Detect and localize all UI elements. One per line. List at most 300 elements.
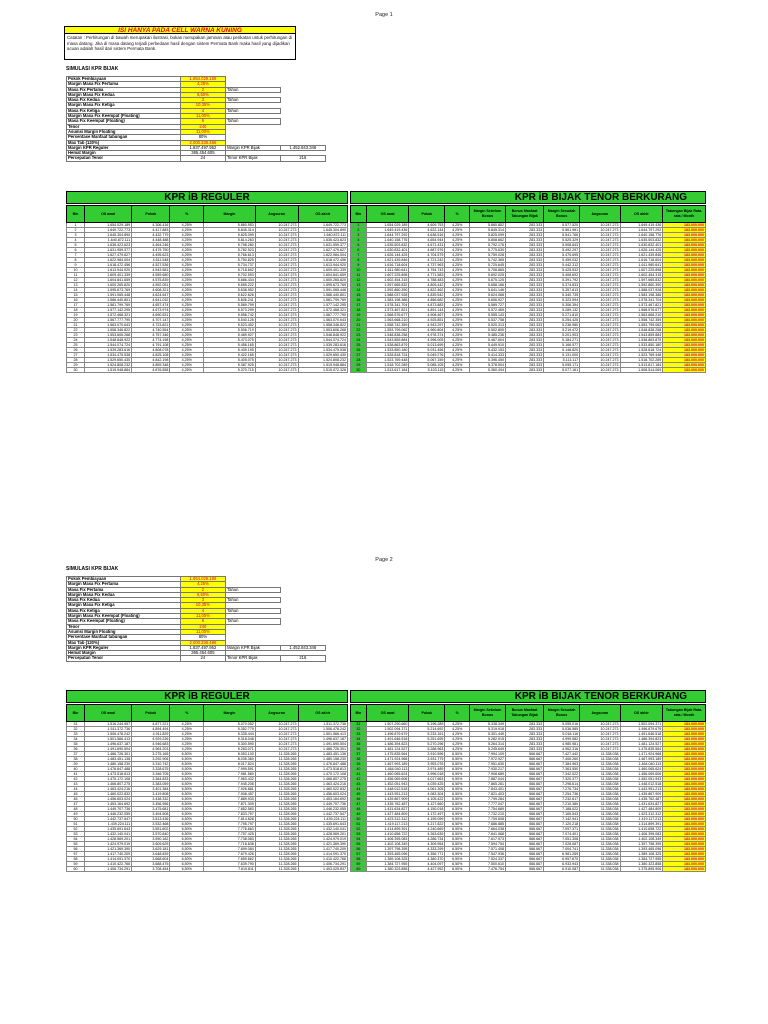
month-cell: 34 [67,737,85,742]
table-cell: 1.496.879.679 [620,727,663,732]
table-cell: 1.442.737.547 [298,812,348,817]
table-cell: 5.525.329 [544,238,580,243]
table-cell: 4.825.108 [132,353,170,358]
table-cell: 7.051.306 [544,837,580,842]
column-header: Margin Sesudah Bonus [544,705,580,722]
table-cell: 1.609.401.339 [298,268,348,273]
header-row [67,705,348,722]
month-cell: 2 [351,228,367,233]
month-cell: 28 [351,358,367,363]
table-cell: 4.925.851 [409,318,445,323]
table-cell: 5.523.452 [204,323,256,328]
table-cell: 1.431.634.827 [620,802,663,807]
table-cell: 1.406.395.083 [620,832,663,837]
savings-cell: 183.000.000 [663,358,706,363]
table-cell: 10.247.273 [580,253,620,258]
table-cell: 3.609.629 [132,842,170,847]
table-cell: 1.627.479.627 [84,253,131,258]
table-cell: 7.320.377 [544,777,580,782]
table-cell: 1.449.707.736 [84,807,131,812]
savings-cell: 183.000.000 [663,308,706,313]
table-cell: 4.356.771 [409,852,445,857]
parameter-value: 365.454.605 [180,151,225,156]
table-cell: 1.607.225.898 [366,273,409,278]
table-cell: 4.404.097 [409,862,445,867]
table-cell: 10.247.273 [580,313,620,318]
parameter-value: 3 [180,98,225,103]
table-cell: 6,50% [445,772,470,777]
table-cell: 11.338.038 [580,772,620,777]
table-cell: 5.825.099 [204,233,256,238]
table-cell: 7.363.550 [544,767,580,772]
table-cell: 11.328.265 [255,862,298,867]
table-cell: 11.338.038 [580,822,620,827]
month-cell: 51 [67,822,85,827]
column-header: % [445,206,470,223]
table-cell: 1.439.224.111 [84,822,131,827]
month-cell: 20 [67,318,85,323]
table-cell: 7.732.210 [470,812,506,817]
table-cell: 1.491.690.504 [298,742,348,747]
table-cell: 5.306.394 [544,303,580,308]
table-cell: 7.594.754 [470,842,506,847]
table-cell: 4,25% [445,253,470,258]
table-cell: 5.251.695 [409,737,445,742]
table-cell: 1.496.637.187 [298,737,348,742]
table-cell: 5.825.099 [470,233,506,238]
table-cell: 4.737.963 [409,263,445,268]
table-cell: 5.467.604 [470,338,506,343]
table-cell: 4,25% [445,243,470,248]
table-cell: 11.338.038 [580,807,620,812]
reguler-schedule-table [66,704,348,872]
month-cell: 43 [67,782,85,787]
month-cell: 40 [67,767,85,772]
table-cell: 1.435.762.487 [366,802,409,807]
month-cell: 14 [67,288,85,293]
table-cell: 10.247.273 [580,263,620,268]
table-cell: 1.621.439.846 [366,258,409,263]
table-cell: 1.511.372.736 [298,722,348,727]
table-cell: 283.333 [505,353,543,358]
table-cell: 4,25% [170,283,204,288]
table-cell: 10.247.273 [580,228,620,233]
parameter-label: Hemat Margin [67,151,181,156]
savings-cell: 183.000.000 [663,802,706,807]
table-cell: 6,50% [445,842,470,847]
table-cell: 6,50% [445,797,470,802]
savings-cell: 183.000.000 [663,842,706,847]
bijak-schedule-table [350,704,706,872]
table-cell: 6,50% [445,852,470,857]
table-cell: 5.018.116 [544,732,580,737]
savings-cell: 183.000.000 [663,263,706,268]
parameter-value: 6 [180,119,225,124]
column-header: OS akhir [298,206,348,223]
table-cell: 1.548.848.922 [298,333,348,338]
parameter-value: 1.654.029.189 [180,77,225,82]
table-cell: 5.370.715 [204,368,256,373]
column-header: Angsuran [255,206,298,223]
table-cell: 5.766.613 [204,253,256,258]
month-cell: 34 [351,737,367,742]
table-cell: 1.464.040.113 [366,767,409,772]
month-cell: 36 [351,747,367,752]
table-cell: 10.247.273 [580,268,620,273]
table-cell: 4.511.548 [132,258,170,263]
table-cell: 5.270.296 [409,742,445,747]
table-cell: 283.333 [505,358,543,363]
table-row [351,867,706,872]
savings-cell: 183.000.000 [663,822,706,827]
table-cell: 4.822.462 [409,288,445,293]
table-cell: 5.561.981 [544,228,580,233]
table-cell: 283.333 [505,343,543,348]
table-cell: 1.481.124.527 [366,747,409,752]
table-cell: 4,25% [445,258,470,263]
table-cell: 5.638.952 [204,288,256,293]
month-cell: 35 [351,742,367,747]
table-cell: 5.492.297 [544,248,580,253]
table-cell: 5.556.742 [204,313,256,318]
table-cell: 5.085.105 [409,363,445,368]
table-cell: 4.333.299 [409,847,445,852]
table-cell: 6,50% [170,842,204,847]
savings-cell: 183.000.000 [663,857,706,862]
table-cell: 4.740.554 [132,328,170,333]
table-cell: 1.523.769.448 [620,353,663,358]
month-cell: 20 [351,318,367,323]
table-cell: 4.286.734 [409,837,445,842]
table-cell: 4.624.647 [132,293,170,298]
table-cell: 4,25% [170,732,204,737]
column-header: Bln [351,206,367,223]
table-cell: 4,25% [170,363,204,368]
table-cell: 7.188.022 [544,807,580,812]
table-cell: 5.201.903 [544,333,580,338]
table-cell: 6,50% [170,817,204,822]
column-header: % [170,705,204,722]
month-cell: 47 [351,802,367,807]
table-cell: 5.113.117 [544,358,580,363]
month-cell: 3 [67,233,85,238]
table-cell: 4,25% [170,228,204,233]
table-cell: 4.592.051 [132,283,170,288]
table-cell: 1.604.841.659 [298,273,348,278]
table-cell: 6,50% [445,752,470,757]
table-cell: 1.519.948.884 [84,368,131,373]
table-cell: 3.494.508 [132,812,170,817]
parameter-unit: Tahun [226,598,281,603]
table-cell: 4.788.483 [409,278,445,283]
table-cell: 7.889.933 [204,797,256,802]
table-cell: 1.558.346.822 [298,323,348,328]
table-cell: 1.397.798.395 [366,847,409,852]
month-cell: 40 [351,767,367,772]
table-cell: 1.644.797.292 [620,228,663,233]
table-cell: 11.328.265 [255,807,298,812]
table-cell: 5.508.843 [544,243,580,248]
table-cell: 1.533.850.180 [620,343,663,348]
table-cell: 5.814.263 [204,238,256,243]
table-cell: 283.333 [505,333,543,338]
savings-cell: 183.000.000 [663,742,706,747]
table-cell: 10.247.273 [255,368,298,373]
table-cell: 4,25% [170,747,204,752]
table-cell: 1.591.065.448 [298,288,348,293]
parameter-value: 4,25% [180,582,225,587]
table-cell: 1.553.799.062 [366,328,409,333]
table-cell: 5.166.577 [544,343,580,348]
table-cell: 566.667 [505,807,543,812]
month-cell: 10 [67,268,85,273]
month-cell: 19 [67,313,85,318]
table-cell: 10.247.273 [580,368,620,373]
table-cell: 7.619.811 [204,867,256,872]
month-cell: 44 [351,787,367,792]
table-cell: 283.333 [505,338,543,343]
table-cell: 11.338.038 [580,752,620,757]
table-cell: 4,25% [445,278,470,283]
month-cell: 37 [67,752,85,757]
table-cell: 10.247.273 [580,238,620,243]
table-cell: 6,50% [170,862,204,867]
table-cell: 6,50% [170,837,204,842]
month-cell: 60 [67,867,85,872]
table-cell: 5.655.222 [204,283,256,288]
table-cell: 5.214.692 [409,727,445,732]
table-cell: 1.466.807.275 [84,782,131,787]
table-cell: 4.877.221 [132,722,170,727]
table-cell: 4.757.346 [132,333,170,338]
table-cell: 1.631.959.377 [298,243,348,248]
month-cell: 10 [351,268,367,273]
column-header: Pokok [409,705,445,722]
parameter-value: 240 [180,624,225,629]
table-cell: 4,25% [170,343,204,348]
table-cell: 1.397.798.395 [620,842,663,847]
parameter-value: 1.837.497.952 [180,145,225,150]
table-cell: 5.378.504 [470,363,506,368]
table-cell: 1.524.808.232 [298,358,348,363]
table-cell: 1.506.478.242 [298,727,348,732]
parameter-label: Margin Masa Fix Pertama [67,82,181,87]
savings-cell: 183.000.000 [663,348,706,353]
table-cell: 11.328.265 [255,867,298,872]
month-cell: 25 [67,343,85,348]
column-header: OS akhir [620,206,663,223]
table-cell: 10.247.273 [580,358,620,363]
table-cell: 7.142.941 [544,817,580,822]
savings-cell: 183.000.000 [663,238,706,243]
column-header: Margin Sesudah Bonus [544,206,580,223]
table-cell: 5.572.465 [470,308,506,313]
table-cell: 10.247.273 [255,223,298,228]
column-header: Bln [67,206,85,223]
table-cell: 4.479.750 [132,248,170,253]
table-cell: 1.592.860.390 [366,288,409,293]
savings-cell: 183.000.000 [663,253,706,258]
parameter-extra: 1.452.843.346 [280,645,325,650]
table-cell: 1.592.860.390 [620,283,663,288]
parameter-table [66,76,326,162]
month-cell: 19 [351,313,367,318]
table-cell: 6,50% [445,862,470,867]
table-cell: 4,25% [445,238,470,243]
table-cell: 5.589.799 [204,303,256,308]
parameter-label: Max Tab (120%) [67,140,181,145]
notice-title: ISI HANYA PADA CELL WARNA KUNING [65,27,295,34]
column-header: Margin Sebelum Bonus [470,705,506,722]
column-header: Angsuran [580,705,620,722]
parameter-label: Persentase Manfaat tabungan [67,135,181,140]
table-cell: 1.432.140.041 [84,832,131,837]
savings-cell: 183.000.000 [663,807,706,812]
parameter-label: Asumsi Margin Floating [67,629,181,634]
table-cell: 6,50% [445,857,470,862]
month-cell: 53 [67,832,85,837]
table-cell: 7.951.630 [470,762,506,767]
table-cell: 1.529.650.430 [298,353,348,358]
table-cell: 4,25% [445,323,470,328]
table-cell: 1.602.454.315 [366,278,409,283]
table-cell: 10.247.273 [255,283,298,288]
table-cell: 6,50% [170,777,204,782]
table-cell: 4.309.954 [409,842,445,847]
table-cell: 4.105.422 [409,797,445,802]
table-cell: 4,25% [445,353,470,358]
table-cell: 4.217.822 [409,822,445,827]
page-number: Page 2 [375,557,393,563]
table-cell: 1.516.244.957 [84,722,131,727]
table-cell: 566.667 [505,862,543,867]
table-cell: 6.933.943 [544,862,580,867]
parameter-value: 10,35% [180,103,225,108]
table-cell: 1.456.069.606 [366,777,409,782]
table-cell: 11.338.038 [580,802,620,807]
table-cell: 1.491.646.518 [620,732,663,737]
table-cell: 1.471.924.968 [620,752,663,757]
table-cell: 4,25% [170,328,204,333]
table-cell: 10.247.273 [580,747,620,752]
table-cell: 4,25% [445,263,470,268]
month-cell: 22 [67,328,85,333]
table-cell: 7.994.109 [470,752,506,757]
parameter-table [66,576,326,662]
table-cell: 1.544.074.724 [84,343,131,348]
table-cell: 5.506.719 [204,328,256,333]
table-cell: 4.856.682 [409,298,445,303]
savings-cell: 183.000.000 [663,298,706,303]
table-cell: 1.452.051.943 [366,782,409,787]
table-cell: 1.414.091.370 [84,857,131,862]
table-cell: 6,50% [170,832,204,837]
table-cell: 1.563.668.210 [620,313,663,318]
table-cell: 4.039.425 [409,782,445,787]
table-cell: 7.406.260 [544,757,580,762]
table-cell: 1.467.993.189 [620,757,663,762]
table-cell: 5.759.028 [470,253,506,258]
table-cell: 5.792.176 [470,243,506,248]
table-cell: 5.236.980 [544,323,580,328]
header-row [351,705,706,722]
table-cell: 10.247.273 [580,348,620,353]
table-cell: 1.627.479.627 [298,248,348,253]
table-cell: 4.894.494 [132,727,170,732]
table-cell: 1.501.566.413 [298,732,348,737]
table-cell: 6,50% [445,817,470,822]
table-cell: 283.333 [505,288,543,293]
table-cell: 11.338.038 [580,792,620,797]
table-cell: 1.640.872.111 [298,233,348,238]
month-cell: 48 [351,807,367,812]
table-cell: 7.210.380 [544,802,580,807]
table-cell: 1.567.777.790 [298,313,348,318]
month-cell: 47 [67,802,85,807]
table-cell: 1.473.518.813 [298,767,348,772]
table-cell: 10.247.273 [255,338,298,343]
parameter-value: 2 [180,87,225,92]
table-cell: 10.247.273 [255,253,298,258]
table-cell: 10.247.273 [255,323,298,328]
header-row [351,206,706,223]
table-cell: 1.649.419.436 [366,228,409,233]
column-header: Bonus Manfaat Tabungan Bijak [505,206,543,223]
table-cell: 1.483.451.136 [298,752,348,757]
table-cell: 6,50% [445,777,470,782]
table-cell: 5.335.444 [204,732,256,737]
table-cell: 7.004.741 [544,847,580,852]
month-cell: 6 [351,248,367,253]
table-cell: 1.380.323.858 [366,867,409,872]
table-cell: 11.338.038 [580,837,620,842]
table-cell: 4,25% [445,348,470,353]
table-cell: 10.247.273 [580,293,620,298]
month-cell: 12 [67,278,85,283]
table-cell: 4.448.488 [132,238,170,243]
table-cell: 10.247.273 [255,747,298,752]
table-cell: 6,50% [170,827,204,832]
table-cell: 5.845.314 [470,228,506,233]
table-cell: 1.563.070.643 [298,318,348,323]
table-cell: 1.645.304.890 [84,233,131,238]
table-cell: 4.771.583 [409,273,445,278]
savings-cell: 183.000.000 [663,243,706,248]
month-cell: 31 [67,722,85,727]
table-cell: 3.668.604 [132,857,170,862]
table-cell: 1.428.569.201 [298,832,348,837]
table-cell: 5.641.146 [470,288,506,293]
table-cell: 6,50% [170,772,204,777]
table-cell: 4.127.660 [409,802,445,807]
table-cell: 4.964.203 [132,747,170,752]
table-cell: 6,50% [445,847,470,852]
table-cell: 1.471.924.968 [366,757,409,762]
parameter-label: Asumsi Margin Floating [67,129,181,134]
table-cell: 4,25% [170,233,204,238]
table-cell: 5.103.115 [409,368,445,373]
table-cell: 4.808.078 [132,348,170,353]
table-cell: 5.692.025 [470,273,506,278]
table-cell: 4.654.944 [409,238,445,243]
table-cell: 1.384.727.955 [620,857,663,862]
table-cell: 5.013.699 [409,343,445,348]
table-cell: 1.460.065.624 [366,772,409,777]
table-cell: 566.667 [505,782,543,787]
table-cell: 4,25% [170,358,204,363]
table-cell: 3.996.018 [409,772,445,777]
table-cell: 4.641.032 [132,298,170,303]
